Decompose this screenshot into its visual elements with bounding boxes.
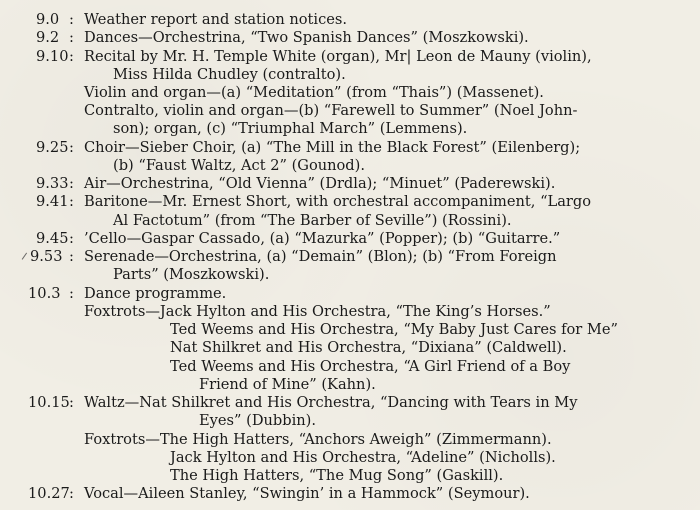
time-label: 9.41 (36, 193, 69, 211)
entry-text: Air—Orchestrina, “Old Vienna” (Drdla); “Minuet” (Paderewski). (84, 175, 556, 193)
time-label: 9.45 (36, 229, 69, 247)
entry-text: Weather report and station notices. (84, 11, 348, 28)
entry-text: Jack Hylton and His Orchestra, “Adeline” (Nicholls). (170, 448, 556, 466)
entry-text: Dances—Orchestrina, “Two Spanish Dances” (Moszkowski). (84, 29, 529, 47)
colon: : (69, 229, 74, 247)
entry-text: (b) “Faust Waltz, Act 2” (Gounod). (113, 156, 365, 174)
time-label: 10.27 (28, 485, 70, 503)
entry-text: Friend of Mine” (Kahn). (199, 375, 376, 393)
entry-text: son); organ, (c) “Triumphal March” (Lemmens). (113, 120, 468, 138)
time-label: 10.3 (28, 284, 61, 302)
entry-text: Al Factotum” (from “The Barber of Seville”) (Rossini). (113, 211, 512, 229)
time-label: 9.0 (36, 11, 60, 28)
colon: : (69, 175, 74, 193)
entry-text: Recital by Mr. H. Temple White (organ), Mr| Leon de Mauny (violin), (84, 47, 592, 65)
entry-text: Eyes” (Dubbin). (199, 412, 316, 430)
colon: : (69, 29, 74, 47)
colon: : (69, 394, 74, 411)
entry-text: Choir—Sieber Choir, (a) “The Mill in the Black Forest” (Eilenberg); (84, 138, 581, 156)
entry-text: Dance programme. (84, 284, 227, 302)
time-label: 10.15 (28, 394, 70, 411)
entry-text: Ted Weems and His Orchestra, “A Girl Friend of a Boy (170, 357, 571, 375)
entry-text: Foxtrots—Jack Hylton and His Orchestra, “The King’s Horses.” (84, 302, 551, 320)
colon: : (69, 248, 74, 266)
entry-text: Violin and organ—(a) “Meditation” (from “Thais”) (Massenet). (84, 84, 544, 101)
entry-text: Contralto, violin and organ—(b) “Farewell to Summer” (Noel John- (84, 102, 578, 120)
colon: : (69, 193, 74, 211)
time-label: 9.10 (36, 47, 69, 65)
entry-text: Nat Shilkret and His Orchestra, “Dixiana” (Caldwell). (170, 339, 567, 357)
entry-text: Parts” (Moszkowski). (113, 266, 270, 284)
time-label: 9.2 (36, 29, 60, 47)
entry-text: Baritone—Mr. Ernest Short, with orchestral accompaniment, “Largo (84, 193, 592, 211)
colon: : (69, 284, 74, 302)
time-label: 9.25 (36, 138, 69, 156)
colon: : (69, 47, 74, 65)
colon: : (69, 485, 74, 503)
entry-text: Ted Weems and His Orchestra, “My Baby Just Cares for Me” (170, 321, 618, 339)
entry-text: Vocal—Aileen Stanley, “Swingin’ in a Hammock” (Seymour). (84, 485, 530, 503)
colon: : (69, 11, 74, 28)
time-label: 9.33 (36, 175, 69, 193)
entry-text: Miss Hilda Chudley (contralto). (113, 65, 346, 83)
entry-text: Foxtrots—The High Hatters, “Anchors Aweigh” (Zimmermann). (84, 430, 552, 448)
entry-text: ’Cello—Gaspar Cassado, (a) “Mazurka” (Popper); (b) “Guitarre.” (84, 229, 561, 247)
time-label: 9.53 (30, 248, 63, 266)
entry-text: Serenade—Orchestrina, (a) “Demain” (Blon); (b) “From Foreign (84, 248, 557, 266)
entry-text: The High Hatters, “The Mug Song” (Gaskill). (170, 467, 504, 484)
entry-text: Waltz—Nat Shilkret and His Orchestra, “Dancing with Tears in My (84, 394, 578, 411)
colon: : (69, 138, 74, 156)
